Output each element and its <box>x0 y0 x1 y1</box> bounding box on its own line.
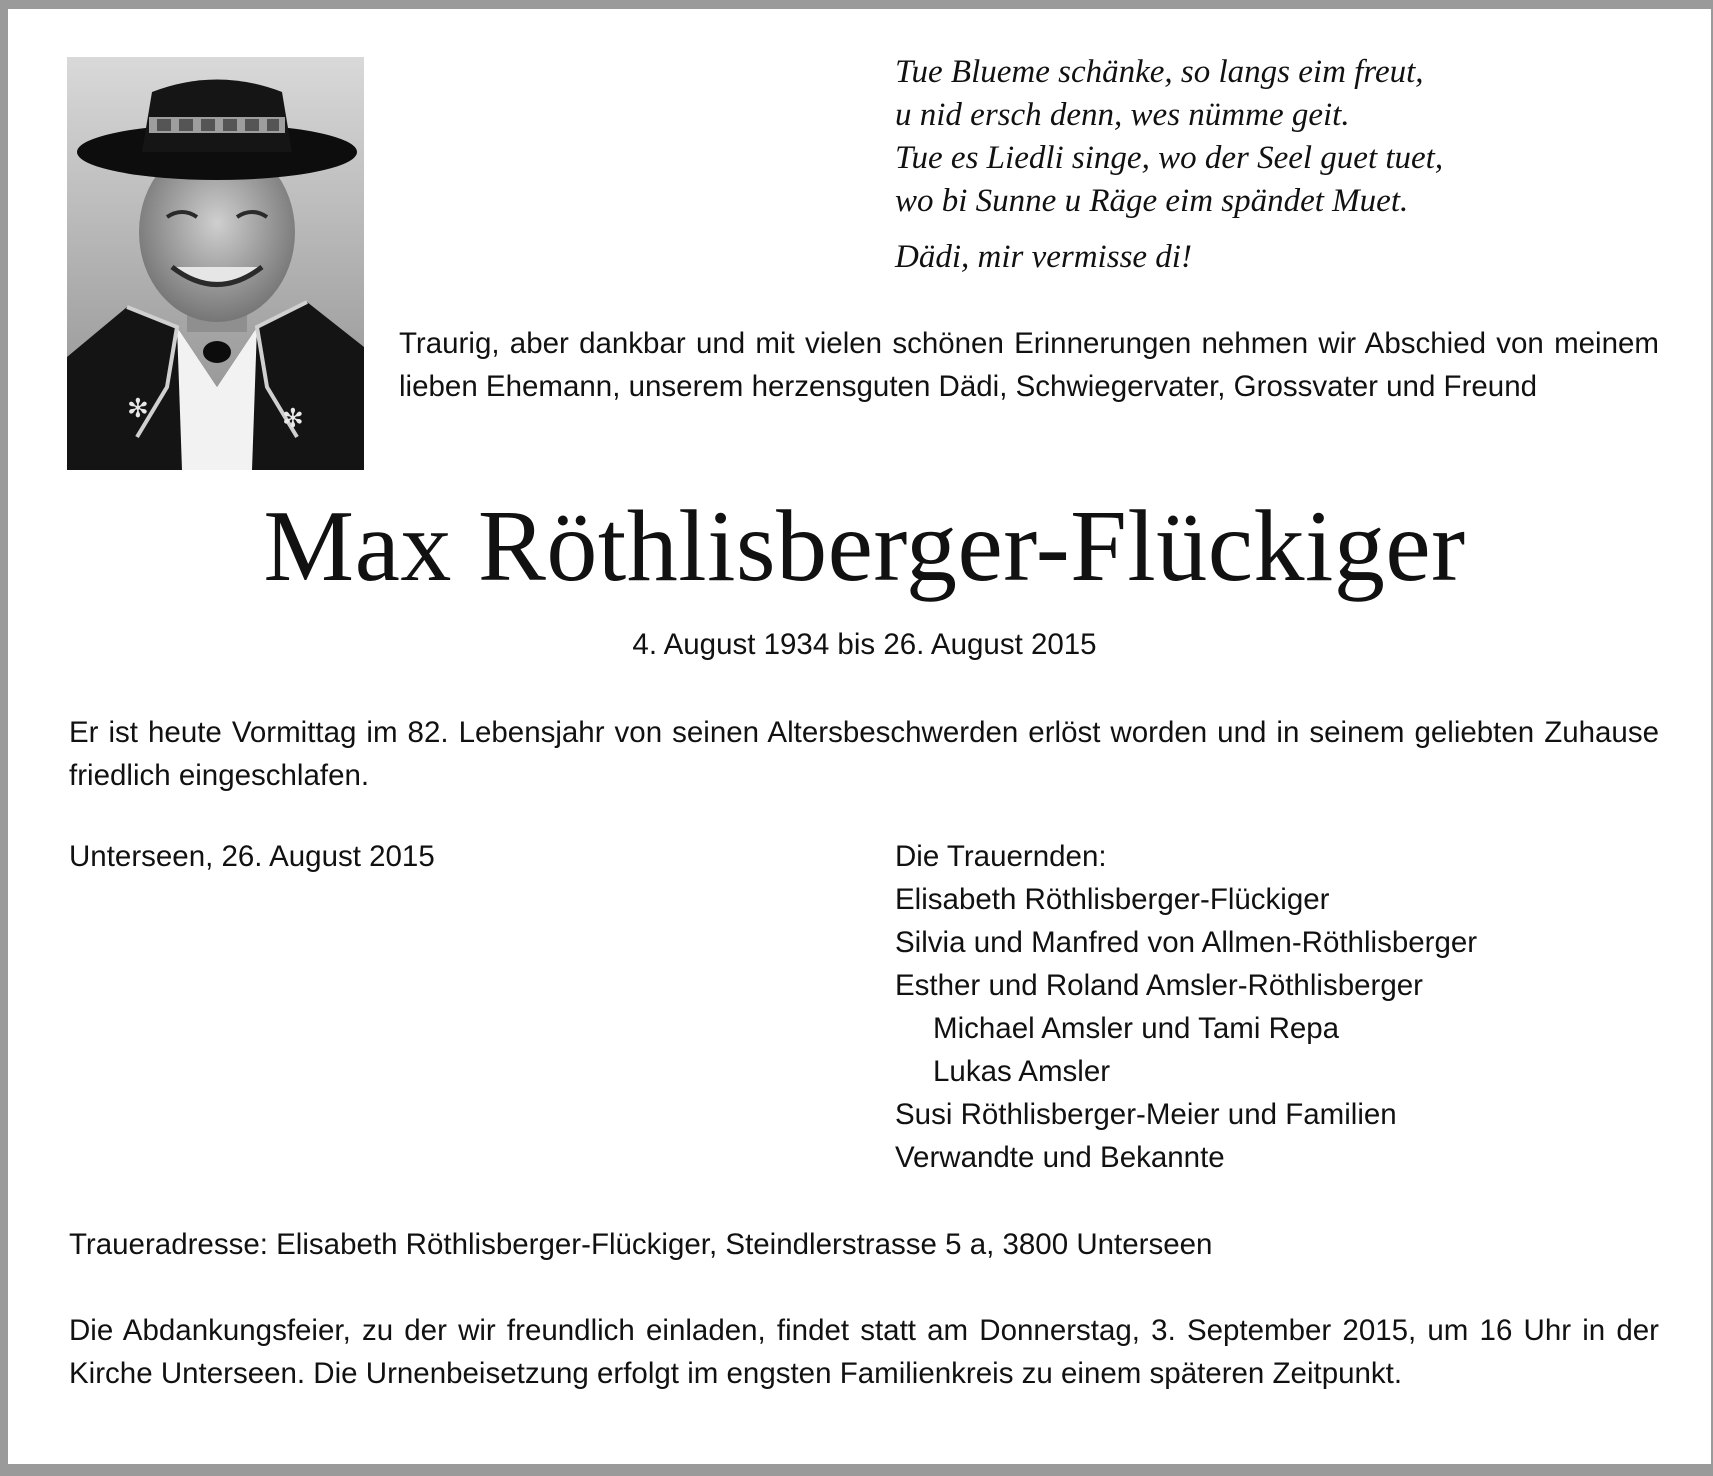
portrait-photo <box>67 57 364 470</box>
poem-line: u nid ersch denn, wes nümme geit. <box>895 97 1350 133</box>
poem-line: wo bi Sunne u Räge eim spändet Muet. <box>895 183 1409 219</box>
mourner-name: Michael Amsler und Tami Repa <box>933 1012 1340 1045</box>
mourner-name: Silvia und Manfred von Allmen-Röthlisberger <box>895 926 1478 959</box>
memorial-poem <box>895 51 1443 279</box>
mourner-name: Lukas Amsler <box>933 1055 1111 1088</box>
mourner-name: Verwandte und Bekannte <box>895 1141 1225 1174</box>
mourner-name: Susi Röthlisberger-Meier und Familien <box>895 1098 1397 1131</box>
poem-refrain: Dädi, mir vermisse di! <box>895 239 1192 275</box>
poem-line: Tue Blueme schänke, so langs eim freut, <box>895 54 1424 90</box>
deceased-name: Max Röthlisberger-Flückiger <box>263 490 1466 603</box>
mourners-list <box>895 835 1477 1179</box>
passing-paragraph: Er ist heute Vormittag im 82. Lebensjahr von seinen Altersbeschwerden erlöst worden und in seinem geliebten Zuhause friedlich eingeschlafen. <box>69 716 1659 792</box>
mourning-address: Traueradresse: Elisabeth Röthlisberger-Flückiger, Steindlerstrasse 5 a, 3800 Unterseen <box>69 1228 1213 1261</box>
poem-line: Tue es Liedli singe, wo der Seel guet tuet, <box>895 140 1444 176</box>
intro-paragraph: Traurig, aber dankbar und mit vielen schönen Erinnerungen nehmen wir Abschied von meinem lieben Ehemann, unserem herzensguten Dädi, Schwiegervater, Grossvater und Freund <box>399 327 1659 403</box>
svg-text:✻: ✻ <box>127 394 149 424</box>
svg-text:✻: ✻ <box>282 404 304 434</box>
place-date: Unterseen, 26. August 2015 <box>69 840 435 873</box>
life-dates: 4. August 1934 bis 26. August 2015 <box>632 628 1097 661</box>
mourners-heading: Die Trauernden: <box>895 840 1107 873</box>
mourner-name: Esther und Roland Amsler-Röthlisberger <box>895 969 1423 1002</box>
ceremony-paragraph: Die Abdankungsfeier, zu der wir freundlich einladen, findet statt am Donnerstag, 3. September 2015, um 16 Uhr in der Kirche Unterseen. Die Urnenbeisetzung erfolgt im engsten Familienkreis zu einem späteren Zeitpunkt. <box>69 1314 1659 1390</box>
mourner-name: Elisabeth Röthlisberger-Flückiger <box>895 883 1330 916</box>
